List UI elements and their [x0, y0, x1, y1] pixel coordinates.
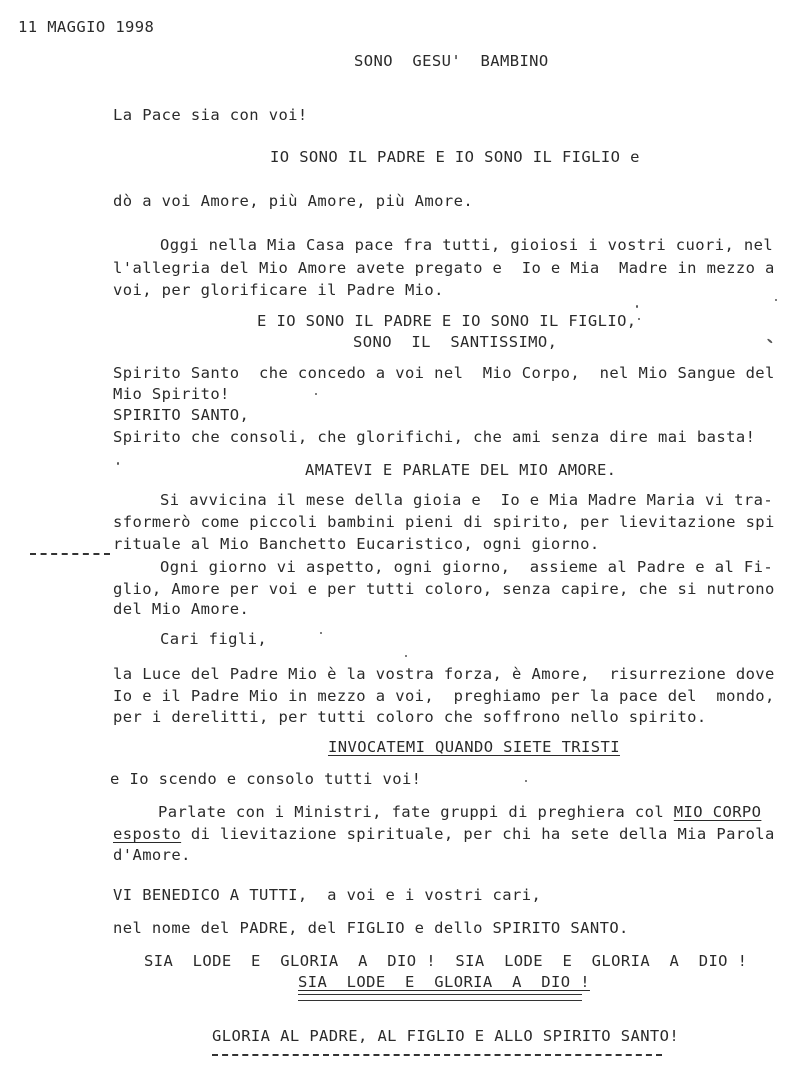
santissimo-line: SONO IL SANTISSIMO, — [353, 333, 558, 351]
ink-speck — [767, 338, 773, 343]
io-sono-line-1: IO SONO IL PADRE E IO SONO IL FIGLIO e — [270, 148, 640, 166]
para3-line-1: Si avvicina il mese della gioia e Io e Mia Madre Maria vi tra- — [160, 491, 774, 509]
dashed-rule — [212, 1054, 662, 1056]
esposto-underlined: esposto — [113, 825, 182, 843]
sia-lode-line-1: SIA LODE E GLORIA A DIO ! SIA LODE E GLORIA A DIO ! — [144, 952, 748, 970]
ink-speck — [638, 318, 640, 320]
para6-line-1 — [158, 803, 761, 821]
para3-line-3: rituale al Mio Banchetto Eucaristico, ogni giorno. — [113, 535, 600, 553]
para4-line-3: del Mio Amore. — [113, 600, 250, 618]
ink-speck — [405, 655, 407, 657]
para5-line-3: per i derelitti, per tutti coloro che soffrono nello spirito. — [113, 708, 707, 726]
ink-speck — [775, 299, 777, 301]
para6-line-2 — [113, 825, 775, 843]
para3-line-2: sformerò come piccoli bambini pieni di spirito, per lievitazione spi — [113, 513, 775, 531]
scendo-line: e Io scendo e consolo tutti voi! — [110, 770, 422, 788]
heading-amatevi: AMATEVI E PARLATE DEL MIO AMORE. — [305, 461, 617, 479]
ink-speck — [117, 462, 119, 465]
para2-line-4: Spirito che consoli, che glorifichi, che ami senza dire mai basta! — [113, 428, 756, 446]
double-rule — [298, 994, 582, 1001]
mio-corpo-underlined: MIO CORPO — [673, 803, 762, 821]
ink-speck — [315, 393, 317, 395]
cari-figli-line: Cari figli, — [160, 630, 268, 648]
greeting-line: La Pace sia con voi! — [113, 106, 308, 124]
para4-line-2: glio, Amore per voi e per tutti coloro, senza capire, che si nutrono — [113, 580, 775, 598]
document-title: SONO GESU' BAMBINO — [354, 52, 549, 70]
nome-padre-line: nel nome del PADRE, del FIGLIO e dello SPIRITO SANTO. — [113, 919, 629, 937]
para6-line-3: d'Amore. — [113, 846, 191, 864]
ink-speck — [636, 305, 638, 308]
para6-line-1-text: Parlate con i Ministri, fate gruppi di preghiera col — [158, 803, 674, 821]
io-sono-line-2: E IO SONO IL PADRE E IO SONO IL FIGLIO, — [257, 312, 637, 330]
ink-speck — [525, 780, 527, 782]
para1-line-3: voi, per glorificare il Padre Mio. — [113, 281, 444, 299]
ink-speck — [320, 632, 322, 634]
para5-line-2: Io e il Padre Mio in mezzo a voi, preghiamo per la pace del mondo, — [113, 687, 775, 705]
para4-line-1: Ogni giorno vi aspetto, ogni giorno, assieme al Padre e al Fi- — [160, 558, 774, 576]
sia-lode-line-2: SIA LODE E GLORIA A DIO ! — [298, 973, 590, 991]
para6-line-2-text: di lievitazione spirituale, per chi ha sete della Mia Parola — [181, 825, 775, 843]
para5-line-1: la Luce del Padre Mio è la vostra forza, è Amore, risurrezione dove — [113, 665, 775, 683]
para2-line-2: Mio Spirito! — [113, 385, 230, 403]
benedico-line: VI BENEDICO A TUTTI, a voi e i vostri cari, — [113, 886, 542, 904]
para1-line-1: Oggi nella Mia Casa pace fra tutti, gioiosi i vostri cuori, nel — [160, 236, 774, 254]
para2-line-1: Spirito Santo che concedo a voi nel Mio Corpo, nel Mio Sangue del — [113, 364, 775, 382]
heading-invocatemi: INVOCATEMI QUANDO SIETE TRISTI — [328, 738, 620, 756]
para1-line-2: l'allegria del Mio Amore avete pregato e Io e Mia Madre in mezzo a — [113, 259, 775, 277]
amore-line: dò a voi Amore, più Amore, più Amore. — [113, 192, 474, 210]
gloria-padre-line: GLORIA AL PADRE, AL FIGLIO E ALLO SPIRITO SANTO! — [212, 1027, 680, 1045]
para2-line-3: SPIRITO SANTO, — [113, 406, 250, 424]
date-header: 11 MAGGIO 1998 — [18, 18, 155, 36]
margin-dash-mark — [30, 553, 110, 555]
